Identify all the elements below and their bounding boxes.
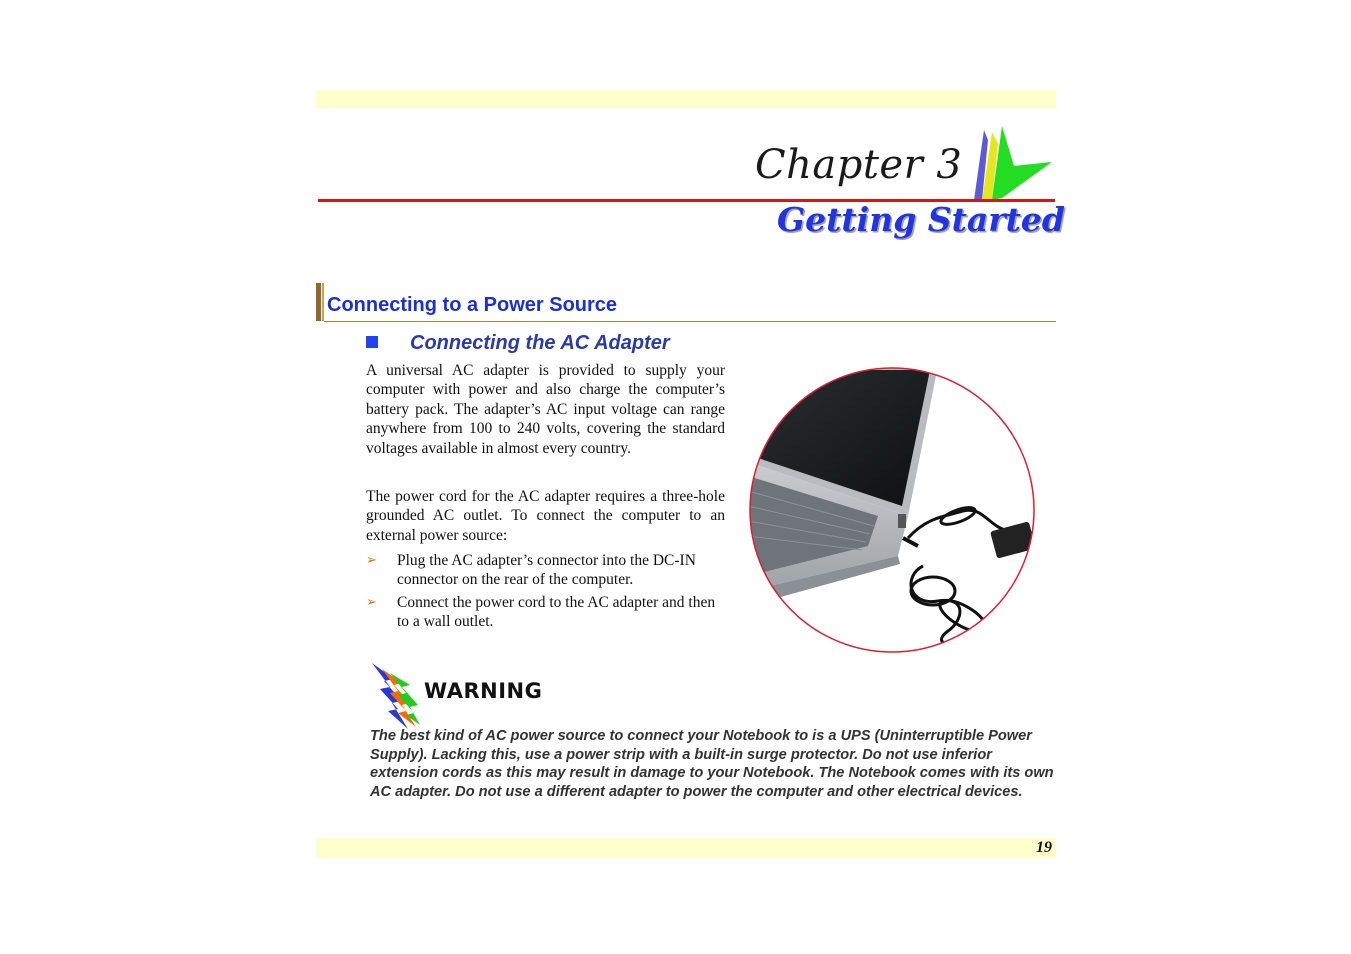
warning-text: The best kind of AC power source to connect your Notebook to is a UPS (Uninterruptible Power Supply). Lacking this, use a power strip with a built-in surge protector. Do not use inferior extension cords as this may result in damage to your Notebook. The Notebook comes with its own AC adapter. Do not use a different adapter to power the computer and other electrical devices. [370, 728, 1054, 800]
section-heading: Connecting to a Power Source [327, 294, 618, 316]
chapter-subtitle: Getting Started [777, 200, 1065, 239]
square-bullet-icon [366, 336, 378, 348]
list-item [366, 551, 726, 590]
section-marker [316, 283, 321, 321]
arrow-bullet-icon: ➢ [366, 553, 377, 568]
section-marker-accent [322, 283, 324, 321]
laptop-with-ac-adapter-photo [748, 366, 1038, 661]
footer-band [316, 838, 1056, 858]
section-rule [324, 321, 1056, 322]
subsection-heading: Connecting the AC Adapter [410, 332, 670, 354]
list-item [366, 593, 726, 632]
arrow-bullet-icon: ➢ [366, 594, 377, 610]
power-cord-paragraph: The power cord for the AC adapter requires a three-hole grounded AC outlet. To connect the computer to an external power source: [366, 488, 725, 544]
page-number: 19 [1036, 839, 1052, 856]
warning-title: WARNING [424, 679, 543, 703]
lightning-bolt-icon [368, 663, 420, 734]
header-band [316, 90, 1056, 108]
chapter-title: Chapter 3 [755, 142, 963, 188]
intro-paragraph: A universal AC adapter is provided to supply your computer with power and also charge the computer’s battery pack. The adapter’s AC input voltage can range anywhere from 100 to 240 volts, covering the standard voltages available in almost every country. [366, 362, 725, 457]
step-text: Connect the power cord to the AC adapter and then to a wall outlet. [397, 593, 716, 631]
chapter-logo-icon [972, 126, 1056, 205]
steps-list [366, 551, 726, 635]
step-text: Plug the AC adapter’s connector into the DC-IN connector on the rear of the computer. [397, 552, 696, 589]
